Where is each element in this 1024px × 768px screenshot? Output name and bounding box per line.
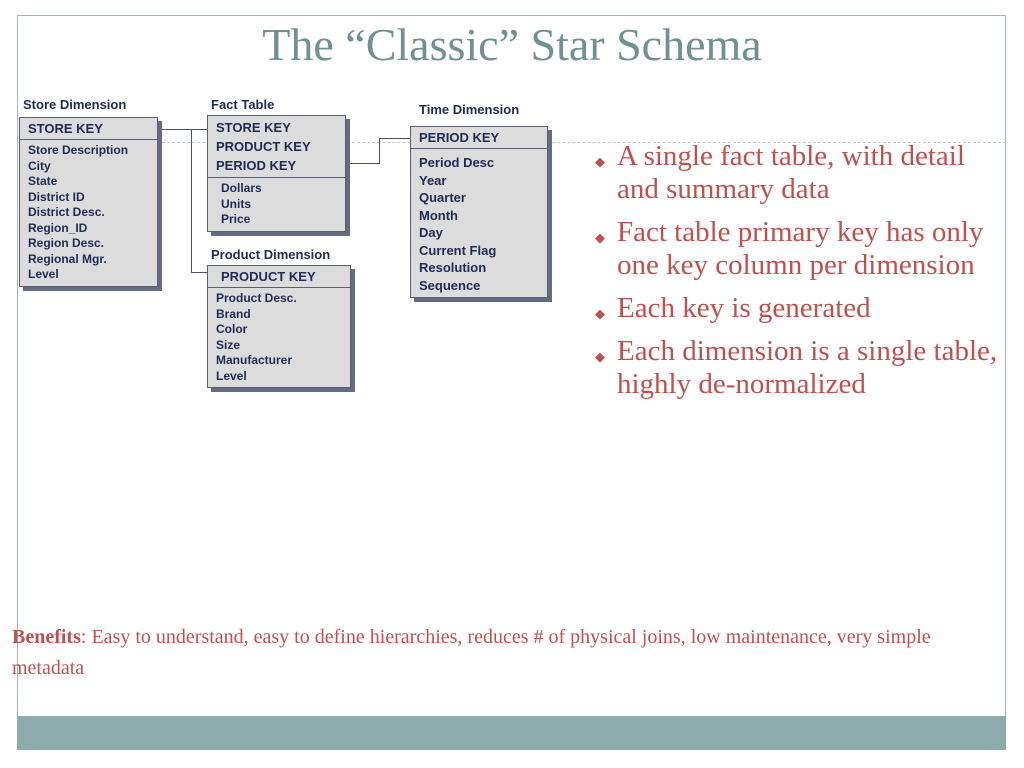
diamond-bullet-icon: ◆ <box>595 154 605 169</box>
bullet-item: ◆ Each dimension is a single table, highly de-normalized <box>595 335 998 400</box>
time-attr: Period Desc <box>419 155 495 170</box>
store-attr: City <box>28 158 51 173</box>
diamond-bullet-icon: ◆ <box>595 306 605 321</box>
time-attributes <box>411 149 547 297</box>
footer-band <box>17 716 1006 750</box>
store-attr: District ID <box>28 189 85 204</box>
fact-time-connector-b <box>379 138 380 164</box>
product-attr: Product Desc. <box>216 291 297 305</box>
store-dimension-table <box>19 117 158 287</box>
store-attr: State <box>28 174 58 188</box>
product-dimension-label: Product Dimension <box>211 247 331 262</box>
diamond-bullet-icon: ◆ <box>595 349 605 364</box>
store-attr: Regional Mgr. <box>28 251 107 266</box>
fact-table <box>207 115 346 232</box>
period-key: PERIOD KEY <box>411 127 547 149</box>
bullet-item: ◆ Fact table primary key has only one key column per dimension <box>595 216 984 281</box>
fact-product-connector-vertical <box>191 129 192 273</box>
fact-key: PERIOD KEY <box>216 158 297 173</box>
time-attr: Year <box>419 172 447 188</box>
store-fact-connector <box>156 129 207 130</box>
time-dimension-table <box>410 126 548 298</box>
product-attr: Level <box>216 368 247 383</box>
benefits-text <box>12 622 972 684</box>
product-attr: Brand <box>216 306 251 321</box>
fact-keys <box>208 116 345 178</box>
bullet-item: ◆ Each key is generated <box>594 292 1004 325</box>
fact-measure: Units <box>221 196 251 211</box>
store-attr: District Desc. <box>28 205 105 219</box>
product-key: PRODUCT KEY <box>208 266 350 288</box>
fact-product-connector-horizontal <box>191 272 207 273</box>
store-attr: Region Desc. <box>28 236 105 250</box>
product-attr: Manufacturer <box>216 353 293 367</box>
diamond-bullet-icon: ◆ <box>595 230 605 245</box>
fact-time-connector-a <box>344 163 380 164</box>
store-dimension-label: Store Dimension <box>23 97 127 112</box>
time-attr: Resolution <box>419 260 487 275</box>
fact-key: PRODUCT KEY <box>216 139 311 154</box>
product-dimension-table <box>207 265 351 388</box>
product-attributes <box>208 288 350 387</box>
time-attr: Sequence <box>419 277 481 293</box>
store-attr: Level <box>28 267 59 281</box>
product-attr: Size <box>216 337 241 352</box>
time-attr: Current Flag <box>419 242 497 258</box>
store-key: STORE KEY <box>20 118 157 140</box>
time-attr: Month <box>419 207 458 223</box>
fact-measures <box>208 178 345 231</box>
product-attr: Color <box>216 322 248 336</box>
fact-time-connector-c <box>379 138 410 139</box>
time-attr: Day <box>419 225 443 240</box>
fact-key: STORE KEY <box>216 120 291 135</box>
store-attr: Region_ID <box>28 220 88 235</box>
time-attr: Quarter <box>419 190 466 205</box>
benefits-body: : Easy to understand, easy to define hierarchies, reduces # of physical joins, low maintenance, very simple metadata <box>12 626 931 679</box>
bullet-list <box>594 140 1004 411</box>
slide-title: The “Classic” Star Schema <box>262 19 762 70</box>
store-attributes <box>20 140 157 286</box>
bullet-item: ◆ A single fact table, with detail and summary data <box>595 140 965 205</box>
fact-table-label: Fact Table <box>211 97 275 112</box>
store-attr: Store Description <box>28 143 129 157</box>
fact-measure: Price <box>221 212 251 226</box>
benefits-label: Benefits <box>12 626 81 648</box>
time-dimension-label: Time Dimension <box>419 102 520 117</box>
fact-measure: Dollars <box>221 181 262 195</box>
